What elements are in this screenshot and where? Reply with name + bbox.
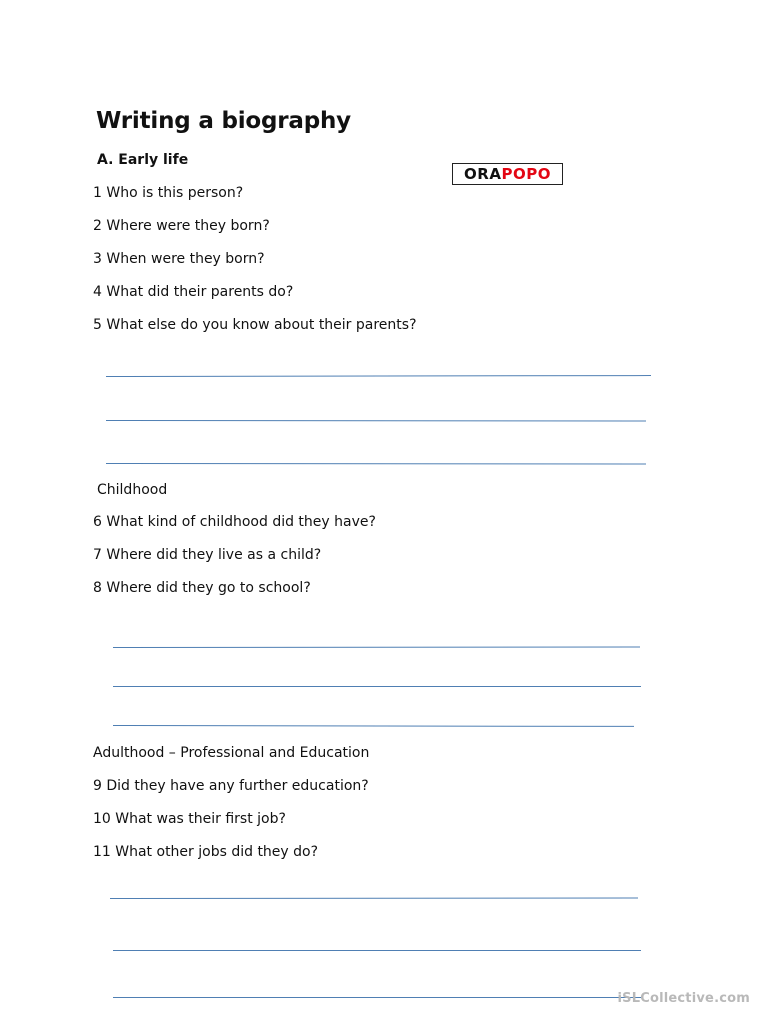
question-6: 6 What kind of childhood did they have?: [93, 514, 376, 530]
question-7: 7 Where did they live as a child?: [93, 547, 322, 563]
answer-line[interactable]: [113, 725, 634, 727]
question-10: 10 What was their first job?: [93, 811, 286, 827]
question-1: 1 Who is this person?: [93, 185, 244, 201]
answer-line[interactable]: [113, 950, 641, 951]
section-heading-childhood: Childhood: [97, 482, 168, 498]
answer-line[interactable]: [110, 898, 638, 899]
question-3: 3 When were they born?: [93, 251, 265, 267]
answer-line[interactable]: [113, 647, 640, 648]
logo-text-ora: ORA: [464, 164, 502, 183]
section-heading-adulthood: Adulthood – Professional and Education: [93, 745, 370, 761]
watermark: iSLCollective.com: [617, 991, 750, 1006]
answer-line[interactable]: [113, 997, 641, 998]
section-heading-early-life: A. Early life: [97, 152, 189, 168]
question-4: 4 What did their parents do?: [93, 284, 294, 300]
question-5: 5 What else do you know about their parents?: [93, 317, 417, 333]
answer-line[interactable]: [113, 686, 641, 687]
question-9: 9 Did they have any further education?: [93, 778, 369, 794]
question-2: 2 Where were they born?: [93, 218, 270, 234]
logo-text-popo: POPO: [501, 164, 551, 183]
page-title: Writing a biography: [96, 108, 351, 134]
question-8: 8 Where did they go to school?: [93, 580, 311, 596]
answer-line[interactable]: [106, 375, 651, 377]
question-11: 11 What other jobs did they do?: [93, 844, 319, 860]
answer-line[interactable]: [106, 420, 646, 421]
orapopo-logo: [452, 163, 563, 185]
answer-line[interactable]: [106, 463, 646, 464]
